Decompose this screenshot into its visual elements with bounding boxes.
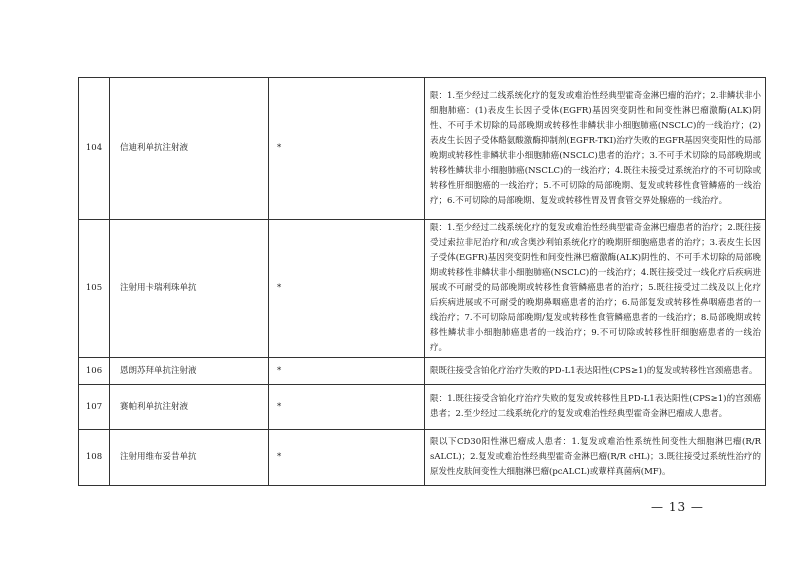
remark-mark: * [269,430,425,486]
drug-name: 信迪利单抗注射液 [110,78,269,220]
table-row [79,385,766,430]
table-row [79,78,766,220]
row-number: 106 [79,358,110,385]
table-row [79,220,766,358]
restriction-text: 限既往接受含铂化疗治疗失败的PD-L1表达阳性(CPS≥1)的复发或转移性宫颈癌患者。 [425,358,766,385]
row-number: 105 [79,220,110,358]
drug-name: 注射用卡瑞利珠单抗 [110,220,269,358]
drug-list-table [78,77,766,486]
row-number: 108 [79,430,110,486]
remark-mark: * [269,385,425,430]
page-number: — 13 — [651,500,704,514]
remark-mark: * [269,220,425,358]
drug-name: 注射用维布妥昔单抗 [110,430,269,486]
row-number: 107 [79,385,110,430]
row-number: 104 [79,78,110,220]
table-row [79,430,766,486]
restriction-text: 限以下CD30阳性淋巴瘤成人患者：1.复发或难治性系统性间变性大细胞淋巴瘤(R/R sALCL)；2.复发或难治性经典型霍奇金淋巴瘤(R/R cHL)；3.既往接受过系统性治疗的原发性皮肤间变性大细胞淋巴瘤(pcALCL)或蕈样真菌病(MF)。 [425,430,766,486]
remark-mark: * [269,358,425,385]
table-row [79,358,766,385]
restriction-text: 限：1.至少经过二线系统化疗的复发或难治性经典型霍奇金淋巴瘤的治疗；2.非鳞状非小细胞肺癌：(1)表皮生长因子受体(EGFR)基因突变阴性和间变性淋巴瘤激酶(ALK)阴性、不可手术切除的局部晚期或转移性非鳞状非小细胞肺癌(NSCLC)的一线治疗；(2)表皮生长因子受体酪氨酸激酶抑制剂(EGFR-TKI)治疗失败的EGFR基因突变阳性的局部晚期或转移性非鳞状非小细胞肺癌(NSCLC)患者的治疗；3.不可手术切除的局部晚期或转移性鳞状非小细胞肺癌(NSCLC)的一线治疗；4.既往未接受过系统治疗的不可切除或转移性肝细胞癌的一线治疗；5.不可切除的局部晚期、复发或转移性食管鳞癌的一线治疗；6.不可切除的局部晚期、复发或转移性胃及胃食管交界处腺癌的一线治疗。 [425,78,766,220]
restriction-text: 限：1.既往接受含铂化疗治疗失败的复发或转移性且PD-L1表达阳性(CPS≥1)的宫颈癌患者；2.至少经过二线系统化疗的复发或难治性经典型霍奇金淋巴瘤成人患者。 [425,385,766,430]
drug-name: 恩朗苏拜单抗注射液 [110,358,269,385]
restriction-text: 限：1.至少经过二线系统化疗的复发或难治性经典型霍奇金淋巴瘤患者的治疗；2.既往接受过索拉非尼治疗和/或含奥沙利铂系统化疗的晚期肝细胞癌患者的治疗；3.表皮生长因子受体(EGFR)基因突变阴性和间变性淋巴瘤激酶(ALK)阴性的、不可手术切除的局部晚期或转移性非鳞状非小细胞肺癌(NSCLC)的一线治疗；4.既往接受过一线化疗后疾病进展或不可耐受的局部晚期或转移性食管鳞癌患者的治疗；5.既往接受过二线及以上化疗后疾病进展或不可耐受的晚期鼻咽癌患者的治疗；6.局部复发或转移性鼻咽癌患者的一线治疗；7.不可切除局部晚期/复发或转移性食管鳞癌患者的一线治疗；8.局部晚期或转移性鳞状非小细胞肺癌患者的一线治疗；9.不可切除或转移性肝细胞癌患者的一线治疗。 [425,220,766,358]
drug-name: 赛帕利单抗注射液 [110,385,269,430]
remark-mark: * [269,78,425,220]
